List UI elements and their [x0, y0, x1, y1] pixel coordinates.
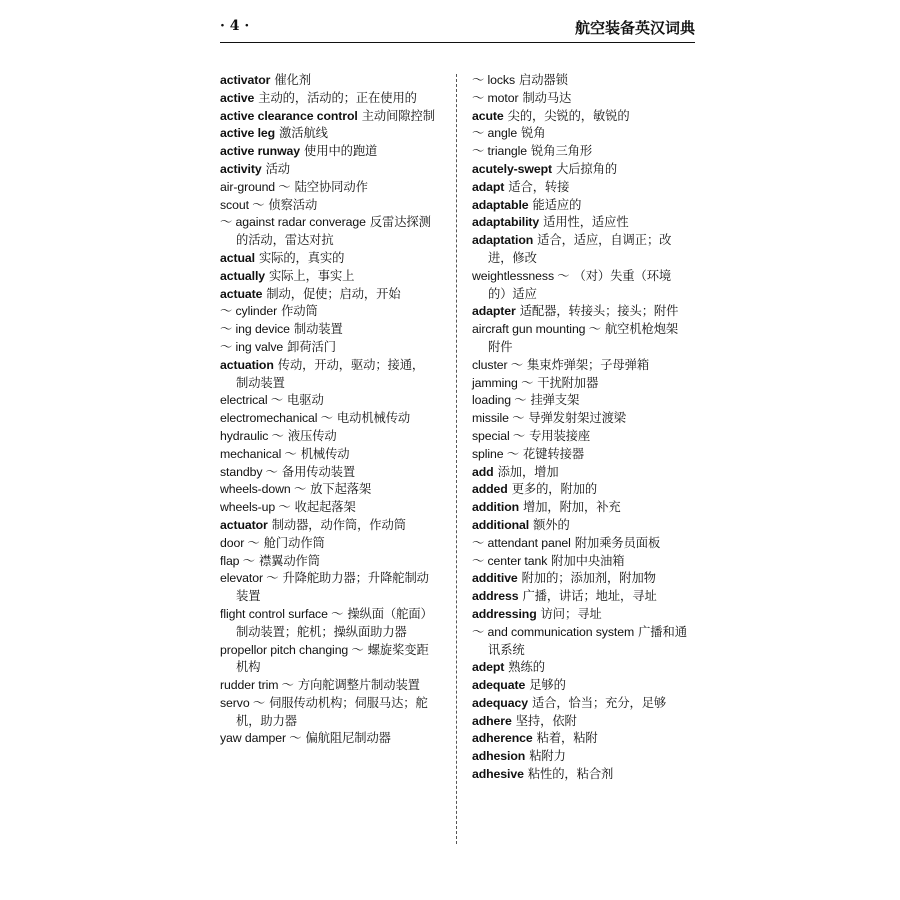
- dictionary-entry: [220, 410, 435, 428]
- entry-definition: 尖的，尖锐的，敏锐的: [507, 108, 630, 123]
- entry-definition: 适配器，转接头；接头；附件: [519, 304, 679, 319]
- entry-headword: ～ cylinder: [220, 304, 278, 319]
- entry-headword: missile ～: [472, 411, 525, 426]
- entry-headword: scout ～: [220, 197, 265, 212]
- entry-definition: 实际的，真实的: [258, 250, 345, 265]
- entry-definition: 制动器，动作筒，作动筒: [271, 517, 406, 532]
- entry-headword: actuator: [220, 517, 268, 532]
- dictionary-entry: [220, 268, 435, 286]
- dictionary-entry: [220, 535, 435, 553]
- entry-definition: 足够的: [529, 678, 566, 693]
- entry-headword: active leg: [220, 126, 276, 141]
- entry-definition: 额外的: [533, 517, 570, 532]
- dictionary-entry: [220, 499, 435, 517]
- dictionary-entry: [220, 357, 435, 393]
- entry-headword: cluster ～: [472, 357, 524, 372]
- dictionary-entry: [220, 90, 435, 108]
- entry-headword: ～ triangle: [472, 144, 528, 159]
- dictionary-entry: [220, 286, 435, 304]
- book-title: 航空装备英汉词典: [574, 19, 695, 37]
- entry-headword: ～ against radar converage: [220, 215, 366, 230]
- entry-headword: special ～: [472, 428, 526, 443]
- entry-headword: ～ and communication system: [472, 624, 635, 639]
- entry-definition: 集束炸弹架；子母弹箱: [527, 357, 650, 372]
- entry-headword: adhere: [472, 713, 512, 728]
- entry-definition: 导弹发射架过渡梁: [528, 411, 626, 426]
- dictionary-entry: [472, 535, 687, 553]
- right-column: [472, 72, 687, 784]
- entry-headword: loading ～: [472, 393, 527, 408]
- entry-definition: 专用装接座: [529, 428, 591, 443]
- entry-headword: flight control surface ～: [220, 606, 344, 621]
- entry-headword: adhesive: [472, 767, 524, 782]
- entry-definition: 实际上，事实上: [269, 268, 355, 283]
- dictionary-entry: [472, 143, 687, 161]
- entry-definition: 使用中的跑道: [304, 144, 378, 159]
- dictionary-entry: [472, 695, 687, 713]
- entry-headword: actuate: [220, 286, 263, 301]
- entry-definition: 粘性的，粘合剂: [527, 767, 614, 782]
- entry-headword: addressing: [472, 606, 537, 621]
- entry-headword: addition: [472, 500, 520, 515]
- entry-definition: 添加，增加: [497, 464, 559, 479]
- entry-headword: rudder trim ～: [220, 678, 294, 693]
- entry-definition: 激活航线: [279, 126, 328, 141]
- entry-headword: ～ center tank: [472, 553, 548, 568]
- entry-headword: actual: [220, 250, 255, 265]
- entry-headword: ～ angle: [472, 126, 518, 141]
- entry-definition: 挂弹支架: [530, 393, 580, 408]
- dictionary-entry: [472, 179, 687, 197]
- entry-definition: 活动: [265, 161, 290, 176]
- dictionary-entry: [220, 214, 435, 250]
- dictionary-entry: [472, 464, 687, 482]
- dictionary-entry: [220, 72, 435, 90]
- entry-definition: 催化剂: [274, 73, 311, 87]
- entry-headword: jamming ～: [472, 375, 534, 390]
- entry-definition: 启动器锁: [519, 73, 568, 87]
- dictionary-entry: [472, 232, 687, 268]
- dictionary-entry: [220, 464, 435, 482]
- entry-headword: adept: [472, 660, 505, 675]
- dictionary-entry: [472, 428, 687, 446]
- dictionary-entry: [472, 748, 687, 766]
- entry-headword: flap ～: [220, 553, 255, 568]
- dictionary-entry: [472, 161, 687, 179]
- dictionary-entry: [472, 553, 687, 571]
- dictionary-entry: [220, 321, 435, 339]
- dictionary-entry: [472, 321, 687, 357]
- dictionary-entry: [472, 766, 687, 784]
- entry-definition: 襟翼动作筒: [258, 553, 320, 568]
- entry-headword: air-ground ～: [220, 179, 291, 194]
- dictionary-entry: [220, 642, 435, 678]
- entry-definition: 干扰附加器: [537, 375, 599, 390]
- entry-headword: activity: [220, 161, 262, 176]
- entry-definition: 附加乘务员面板: [574, 535, 661, 550]
- entry-headword: ～ motor: [472, 90, 519, 105]
- entry-headword: standby ～: [220, 464, 278, 479]
- entry-headword: adhesion: [472, 749, 526, 764]
- entry-headword: active: [220, 90, 255, 105]
- entry-definition: 伺服传动机构；伺服马达；舵机，助力器: [236, 695, 428, 728]
- entry-definition: 液压传动: [287, 428, 337, 443]
- entry-headword: electrical ～: [220, 393, 284, 408]
- dictionary-entry: [472, 499, 687, 517]
- entry-definition: 更多的，附加的: [511, 482, 598, 497]
- entry-headword: acute: [472, 108, 504, 123]
- entry-definition: 传动，开动，驱动；接通，制动装置: [236, 357, 425, 390]
- entry-definition: 附加中央油箱: [551, 553, 625, 568]
- entry-headword: actuation: [220, 357, 274, 372]
- dictionary-entry: [472, 268, 687, 304]
- column-divider: [456, 74, 457, 844]
- dictionary-entry: [220, 517, 435, 535]
- entry-headword: adequacy: [472, 695, 528, 710]
- page-number: · 4 ·: [220, 18, 250, 34]
- entry-definition: 放下起落架: [310, 482, 372, 497]
- entry-definition: 备用传动装置: [281, 464, 356, 479]
- entry-definition: 制动，促使；启动，开始: [266, 286, 401, 301]
- entry-headword: ～ ing valve: [220, 339, 284, 354]
- entry-definition: 舱门动作筒: [263, 535, 325, 550]
- entry-definition: 螺旋桨变距机构: [236, 642, 429, 675]
- entry-headword: yaw damper ～: [220, 731, 302, 746]
- entry-definition: 机械传动: [300, 446, 350, 461]
- entry-headword: ～ ing device: [220, 322, 290, 337]
- entry-headword: servo ～: [220, 695, 266, 710]
- dictionary-entry: [472, 375, 687, 393]
- entry-definition: 锐角: [521, 126, 546, 141]
- dictionary-entry: [472, 446, 687, 464]
- entry-definition: 适合，适应，自调正；改进，修改: [488, 233, 672, 265]
- dictionary-entry: [220, 339, 435, 357]
- entry-headword: active clearance control: [220, 108, 358, 123]
- entry-headword: wheels-down ～: [220, 482, 307, 497]
- dictionary-entry: [472, 303, 687, 321]
- entry-definition: 能适应的: [532, 197, 582, 212]
- entry-definition: 卸荷活门: [287, 339, 336, 354]
- entry-headword: adapter: [472, 304, 516, 319]
- entry-headword: ～ attendant panel: [472, 535, 571, 550]
- entry-definition: 熟练的: [508, 660, 545, 675]
- dictionary-entry: [220, 446, 435, 464]
- dictionary-entry: [220, 143, 435, 161]
- entry-headword: adherence: [472, 731, 533, 746]
- dictionary-entry: [220, 392, 435, 410]
- dictionary-entry: [220, 161, 435, 179]
- dictionary-entry: [220, 481, 435, 499]
- entry-definition: 坚持，依附: [515, 713, 577, 728]
- entry-definition: 大后掠角的: [556, 161, 618, 176]
- dictionary-entry: [472, 624, 687, 660]
- entry-definition: 操纵面（舵面）制动装置；舵机；操纵面助力器: [236, 606, 433, 639]
- entry-definition: 制动马达: [522, 90, 572, 105]
- page-header: [220, 14, 695, 40]
- entry-definition: 升降舵助力器；升降舵制动装置: [236, 571, 429, 604]
- entry-definition: 适合，恰当；充分，足够: [531, 695, 667, 710]
- entry-definition: 适合，转接: [508, 179, 570, 194]
- dictionary-entry: [472, 357, 687, 375]
- entry-headword: address: [472, 589, 519, 604]
- dictionary-entry: [220, 695, 435, 731]
- dictionary-entry: [220, 606, 435, 642]
- entry-headword: adapt: [472, 179, 505, 194]
- entry-headword: aircraft gun mounting ～: [472, 322, 601, 337]
- entry-definition: 收起起落架: [294, 500, 356, 515]
- entry-headword: acutely-swept: [472, 161, 553, 176]
- dictionary-entry: [220, 428, 435, 446]
- dictionary-entry: [220, 570, 435, 606]
- entry-headword: additive: [472, 571, 518, 586]
- entry-definition: 锐角三角形: [531, 144, 593, 159]
- dictionary-entry: [472, 713, 687, 731]
- dictionary-entry: [472, 72, 687, 90]
- dictionary-entry: [220, 197, 435, 215]
- entry-definition: 电动机械传动: [336, 411, 411, 426]
- dictionary-entry: [472, 570, 687, 588]
- entry-definition: 花键转接器: [523, 446, 585, 461]
- dictionary-entry: [220, 125, 435, 143]
- entry-definition: 电驱动: [287, 393, 324, 408]
- entry-definition: 航空机枪炮架附件: [488, 322, 679, 354]
- entry-headword: spline ～: [472, 446, 520, 461]
- entry-definition: 粘附力: [529, 749, 566, 764]
- dictionary-entry: [472, 410, 687, 428]
- dictionary-entry: [472, 606, 687, 624]
- entry-definition: 反雷达探测的活动，雷达对抗: [236, 215, 431, 248]
- entry-definition: 陆空协同动作: [294, 179, 368, 194]
- entry-definition: 访问；寻址: [540, 606, 602, 621]
- entry-headword: propellor pitch changing ～: [220, 642, 364, 657]
- dictionary-entry: [472, 392, 687, 410]
- dictionary-entry: [472, 125, 687, 143]
- dictionary-entry: [220, 108, 435, 126]
- left-column: [220, 72, 435, 748]
- dictionary-entry: [472, 730, 687, 748]
- dictionary-entry: [472, 481, 687, 499]
- entry-headword: mechanical ～: [220, 446, 297, 461]
- entry-definition: 主动的，活动的；正在使用的: [258, 90, 417, 105]
- entry-definition: 适用性，适应性: [543, 215, 629, 230]
- dictionary-entry: [220, 677, 435, 695]
- entry-headword: electromechanical ～: [220, 411, 333, 426]
- dictionary-entry: [220, 179, 435, 197]
- entry-headword: adaptation: [472, 233, 534, 248]
- entry-definition: 广播，讲话；地址，寻址: [522, 589, 657, 604]
- entry-definition: 附加的；添加剂，附加物: [521, 571, 656, 586]
- entry-headword: weightlessness ～: [472, 268, 570, 283]
- dictionary-entry: [220, 553, 435, 571]
- dictionary-entry: [472, 108, 687, 126]
- dictionary-entry: [472, 90, 687, 108]
- entry-headword: adaptability: [472, 215, 540, 230]
- entry-definition: 制动装置: [293, 322, 343, 337]
- entry-headword: hydraulic ～: [220, 428, 284, 443]
- dictionary-entry: [472, 659, 687, 677]
- entry-headword: add: [472, 464, 494, 479]
- entry-headword: additional: [472, 517, 530, 532]
- entry-headword: adequate: [472, 678, 526, 693]
- entry-headword: added: [472, 482, 508, 497]
- dictionary-entry: [220, 250, 435, 268]
- entry-definition: 粘着，粘附: [536, 731, 598, 746]
- dictionary-entry: [472, 197, 687, 215]
- dictionary-entry: [472, 677, 687, 695]
- entry-headword: door ～: [220, 535, 260, 550]
- entry-definition: 作动筒: [281, 304, 318, 319]
- entry-definition: 广播和通讯系统: [488, 624, 687, 657]
- dictionary-entry: [220, 303, 435, 321]
- entry-definition: 增加，附加，补充: [523, 500, 621, 515]
- header-rule: [220, 42, 695, 43]
- entry-headword: actually: [220, 268, 265, 283]
- dictionary-entry: [472, 517, 687, 535]
- entry-headword: active runway: [220, 144, 301, 159]
- entry-headword: adaptable: [472, 197, 529, 212]
- entry-headword: elevator ～: [220, 571, 279, 586]
- entry-definition: 侦察活动: [268, 197, 318, 212]
- entry-headword: wheels-up ～: [220, 500, 291, 515]
- entry-headword: activator: [220, 73, 271, 87]
- entry-definition: 偏航阻尼制动器: [305, 731, 391, 746]
- entry-definition: 主动间隙控制: [361, 108, 435, 123]
- entry-definition: （对）失重（环境的）适应: [488, 268, 672, 301]
- entry-headword: ～ locks: [472, 73, 516, 87]
- dictionary-entry: [472, 588, 687, 606]
- entry-definition: 方向舵调整片制动装置: [297, 678, 420, 693]
- dictionary-entry: [472, 214, 687, 232]
- dictionary-entry: [220, 730, 435, 748]
